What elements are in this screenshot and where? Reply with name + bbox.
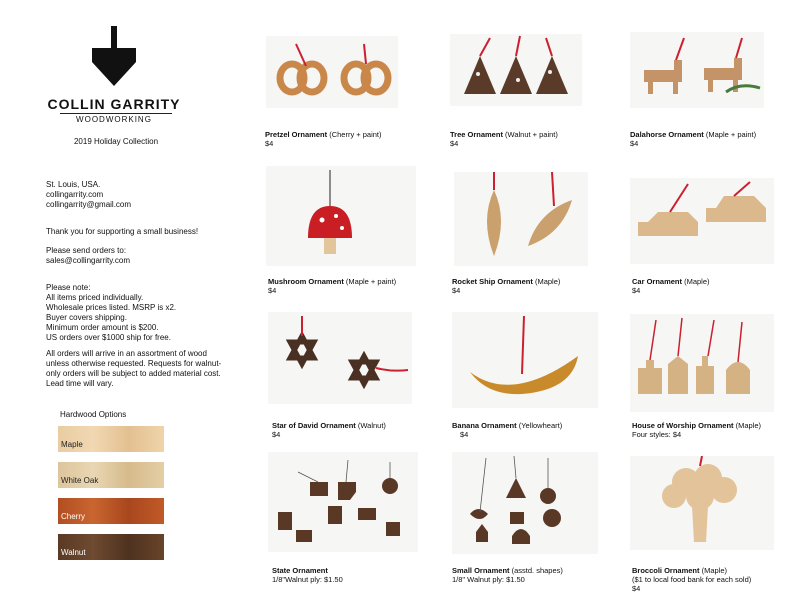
orders-block <box>46 246 216 266</box>
product-price: 1/8"Walnut ply: $1.50 <box>272 575 343 584</box>
product-detail: (Maple + paint) <box>703 130 757 139</box>
product-caption-small <box>452 566 622 584</box>
product-caption-rocket <box>452 277 622 295</box>
product-detail: (Walnut + paint) <box>502 130 558 139</box>
product-detail: (Maple) <box>699 566 728 575</box>
product-name: Car Ornament <box>632 277 683 286</box>
notes-line: All items priced individually. <box>46 293 144 302</box>
swatch-label: Walnut <box>61 548 86 557</box>
product-name: Dalahorse Ornament <box>630 130 704 139</box>
notes-line: Minimum order amount is $200. <box>46 323 159 332</box>
product-detail: (asstd. shapes) <box>509 566 563 575</box>
product-caption-state <box>272 566 442 584</box>
product-price: $4 <box>632 584 641 593</box>
product-name: Broccoli Ornament <box>632 566 700 575</box>
product-price: $4 <box>630 139 639 148</box>
product-detail: (Walnut) <box>355 421 386 430</box>
product-photo-star-of-david <box>268 312 412 404</box>
swatch-maple <box>58 426 164 452</box>
product-caption-car <box>632 277 782 295</box>
product-photo-rocket <box>454 172 588 266</box>
product-price: 1/8" Walnut ply: $1.50 <box>452 575 525 584</box>
product-detail: (Maple) <box>682 277 710 286</box>
product-name: Star of David Ornament <box>272 421 356 430</box>
product-price: $4 <box>450 139 459 148</box>
product-caption-pretzel <box>265 130 435 148</box>
product-photo-tree <box>450 34 582 106</box>
product-name: Small Ornament <box>452 566 510 575</box>
product-name: Mushroom Ornament <box>268 277 344 286</box>
product-photo-broccoli <box>630 456 774 550</box>
assortment-text: All orders will arrive in an assortment of wood unless otherwise requested. Requests for walnut-only orders will be subject to added material cost. Lead time will vary. <box>46 349 222 388</box>
product-detail: (Maple + paint) <box>343 277 397 286</box>
product-caption-star-of-david <box>272 421 442 439</box>
product-price: $4 <box>265 139 274 148</box>
product-photo-mushroom <box>266 166 416 266</box>
product-caption-dalahorse <box>630 130 790 148</box>
product-photo-banana <box>452 312 598 408</box>
contact-block <box>46 180 216 210</box>
product-photo-small <box>452 452 598 554</box>
swatch-label: Cherry <box>61 512 86 521</box>
product-price: $4 <box>632 286 641 295</box>
product-caption-mushroom <box>268 277 438 295</box>
product-caption-house-of-worship <box>632 421 790 439</box>
product-photo-car <box>630 178 774 264</box>
product-price: Four styles: $4 <box>632 430 682 439</box>
notes-block <box>46 283 226 343</box>
contact-email[interactable]: collingarrity@gmail.com <box>46 200 132 209</box>
notes-line: Wholesale prices listed. MSRP is x2. <box>46 303 177 312</box>
brand-logo <box>88 26 140 88</box>
product-name: Pretzel Ornament <box>265 130 328 139</box>
product-price: $4 <box>272 430 281 439</box>
product-price: $4 <box>268 286 277 295</box>
notes-line: Buyer covers shipping. <box>46 313 127 322</box>
product-name: House of Worship Ornament <box>632 421 734 430</box>
swatch-cherry <box>58 498 164 524</box>
orders-email[interactable]: sales@collingarrity.com <box>46 256 130 265</box>
swatch-label: White Oak <box>61 476 99 485</box>
hardwood-title: Hardwood Options <box>60 410 127 419</box>
product-detail: (Maple) <box>532 277 561 286</box>
brand-name: COLLIN GARRITY <box>47 96 181 112</box>
product-detail: (Yellowheart) <box>516 421 563 430</box>
product-detail: (Maple) <box>733 421 762 430</box>
notes-line: US orders over $1000 ship for free. <box>46 333 171 342</box>
product-price: $4 <box>460 430 469 439</box>
product-note: ($1 to local food bank for each sold) <box>632 575 752 584</box>
product-detail: (Cherry + paint) <box>327 130 382 139</box>
swatch-white-oak <box>58 462 164 488</box>
product-price: $4 <box>452 286 461 295</box>
product-name: Rocket Ship Ornament <box>452 277 533 286</box>
swatch-walnut <box>58 534 164 560</box>
collection-title: 2019 Holiday Collection <box>73 137 159 146</box>
contact-website[interactable]: collingarrity.com <box>46 190 104 199</box>
product-name: Tree Ornament <box>450 130 503 139</box>
product-photo-dalahorse <box>630 32 764 108</box>
swatch-label: Maple <box>61 440 83 449</box>
product-photo-state <box>268 452 418 552</box>
brand-divider <box>60 113 172 114</box>
product-caption-banana <box>452 421 622 439</box>
orders-line: Please send orders to: <box>46 246 127 255</box>
brand-sub: WOODWORKING <box>76 115 152 124</box>
product-caption-tree <box>450 130 620 148</box>
product-name: State Ornament <box>272 566 328 575</box>
product-name: Banana Ornament <box>452 421 517 430</box>
contact-city: St. Louis, USA. <box>46 180 101 189</box>
product-photo-pretzel <box>266 36 398 108</box>
product-photo-house-of-worship <box>630 314 774 412</box>
product-caption-broccoli <box>632 566 790 593</box>
thanks-text: Thank you for supporting a small business! <box>46 227 199 236</box>
notes-line: Please note: <box>46 283 91 292</box>
